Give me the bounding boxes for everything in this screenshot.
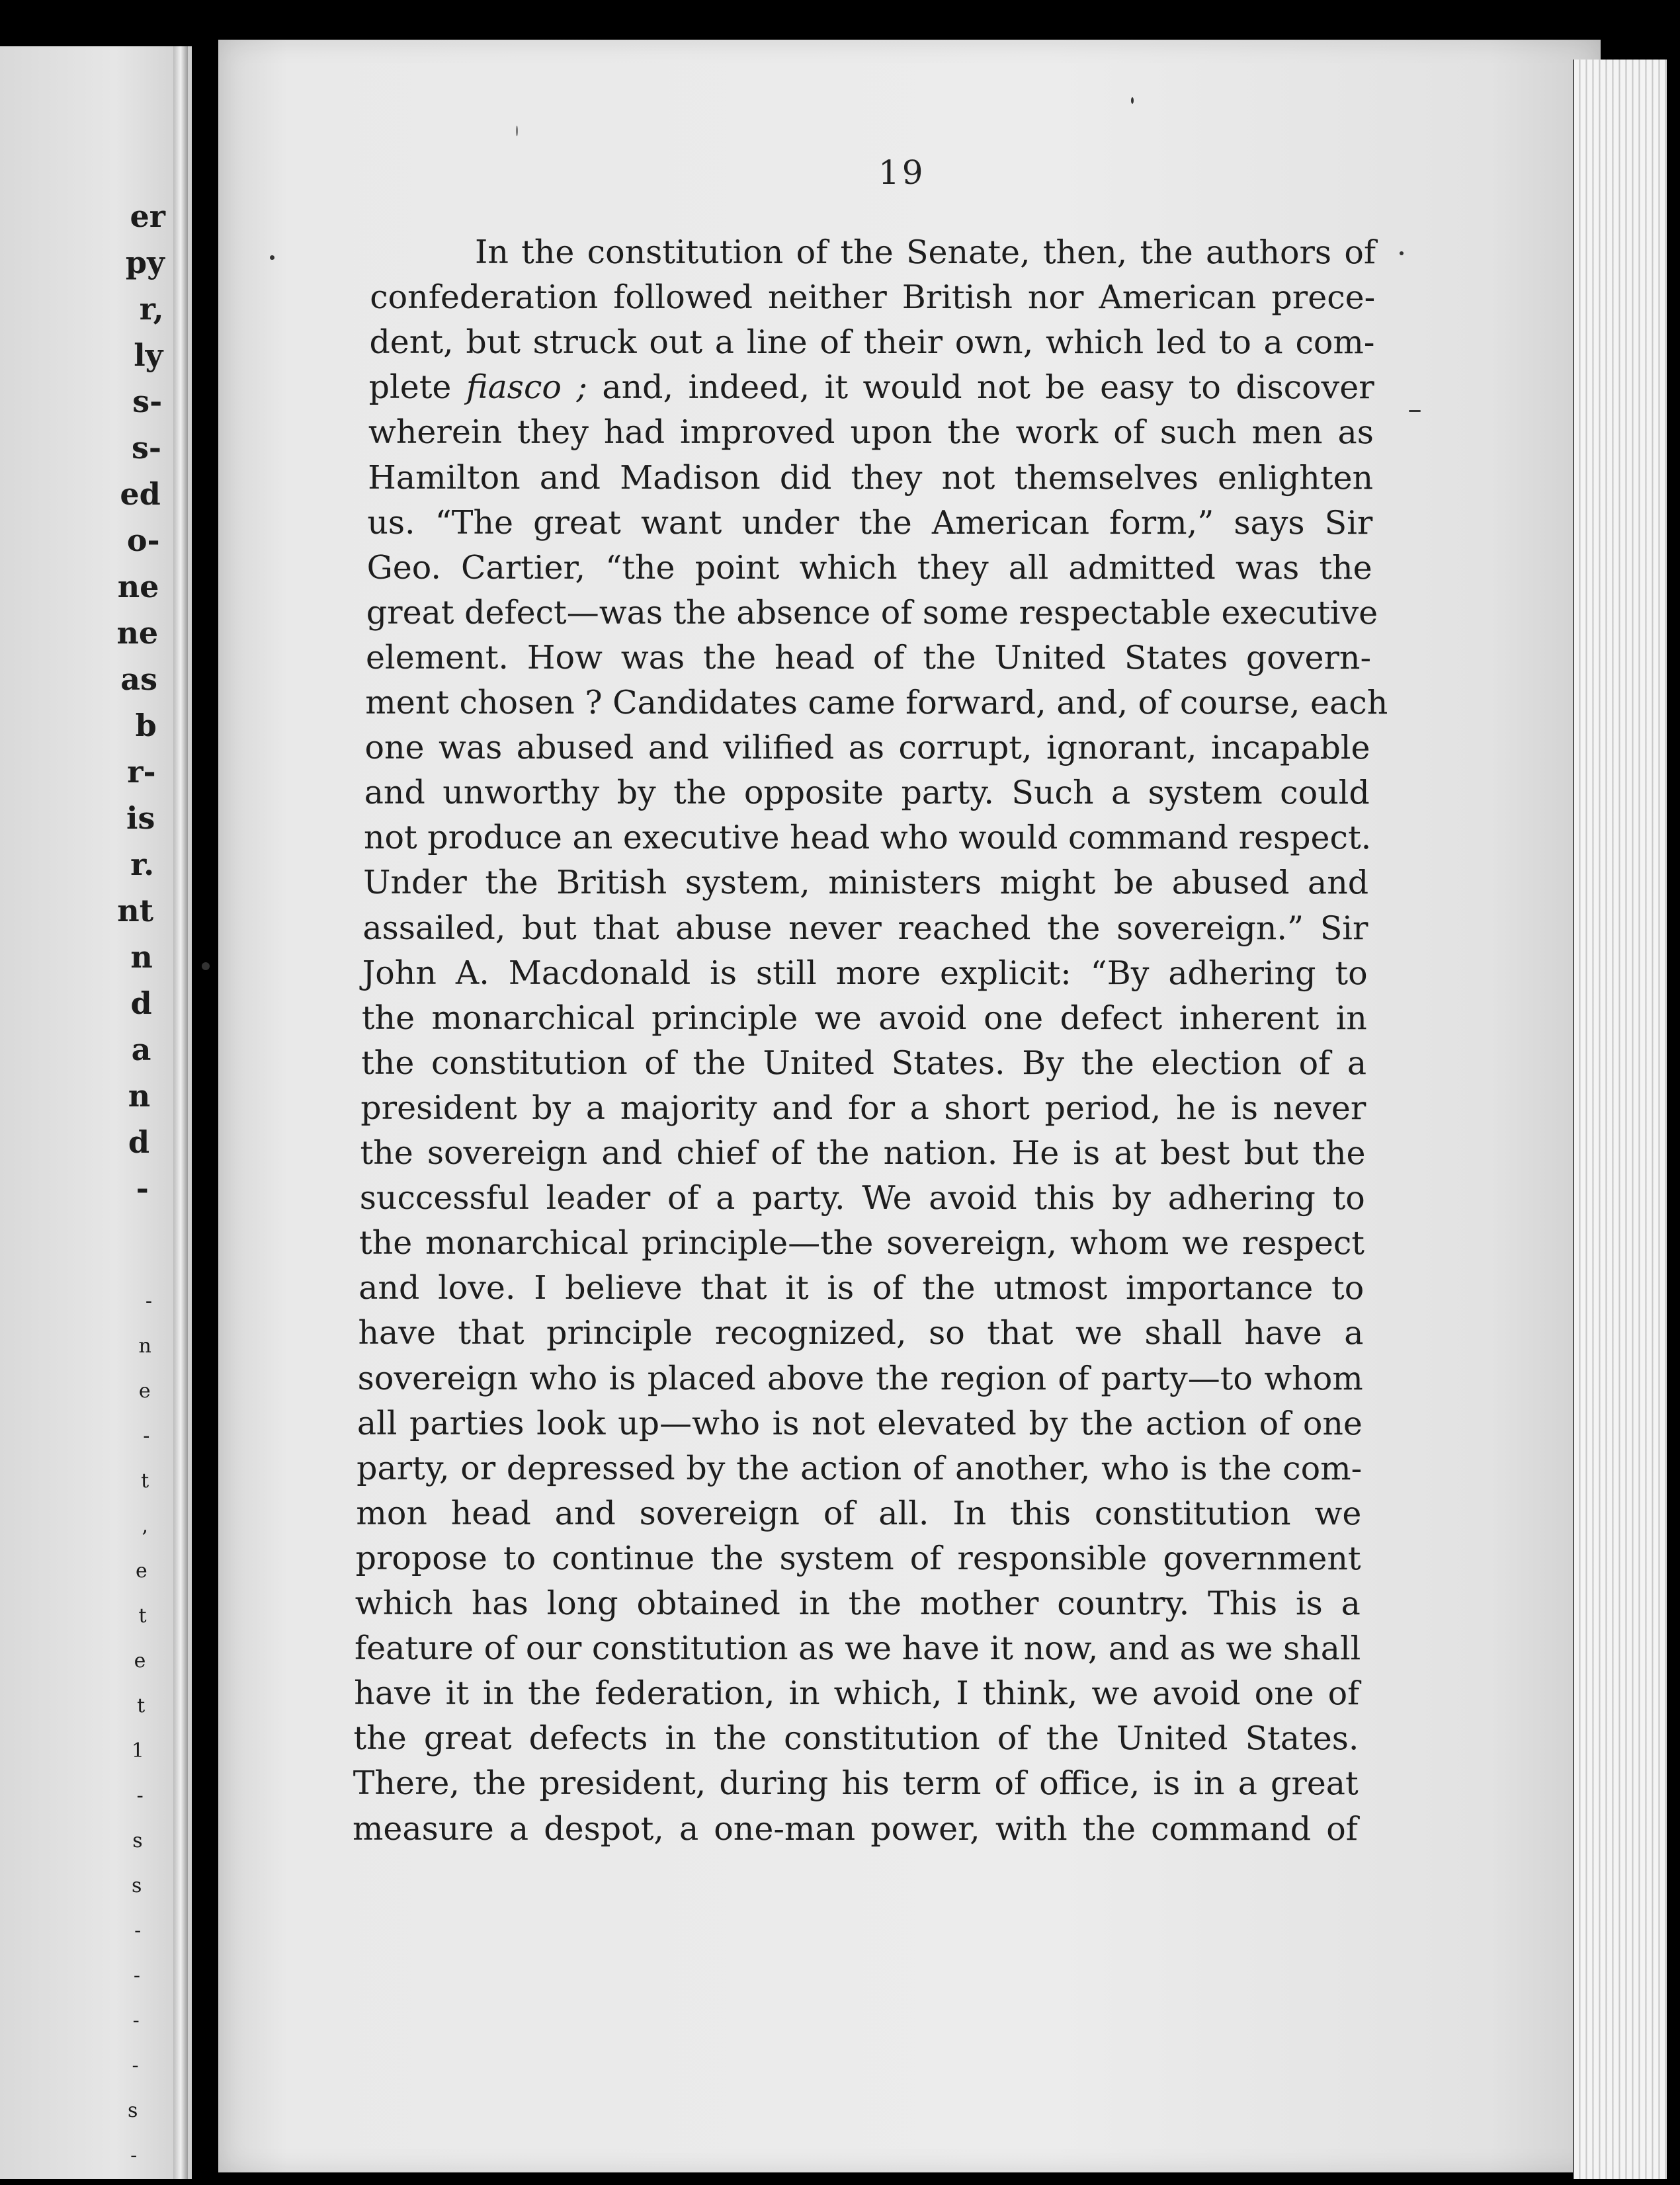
left-page-fragment-text: s (132, 1829, 143, 1852)
text-line: successful leader of a party. We avoid this by adhering to (359, 1178, 1365, 1217)
left-page-fragment-text: - (136, 1784, 144, 1807)
text-line: wherein they had improved upon the work of such men as (368, 413, 1374, 452)
left-page-fragment-text: n (128, 1078, 151, 1114)
left-page-fragment-text: t (141, 1469, 149, 1493)
text-line: confederation followed neither British nor American prece- (370, 278, 1376, 317)
left-page-fragment-text: ed (120, 476, 161, 512)
left-page-fragment-text: py (125, 245, 165, 280)
left-page-fragment-text: , (142, 1514, 148, 1538)
text-line: ment chosen ? Candidates came forward, and, of course, each (365, 683, 1388, 722)
left-page-fragment (0, 46, 192, 2179)
text-line: the sovereign and chief of the nation. He is at best but the (360, 1134, 1366, 1173)
left-page-fragment-text: ne (117, 569, 159, 604)
text-line: There, the president, during his term of office, is in a great (353, 1764, 1359, 1803)
text-line: sovereign who is placed above the region of party—to whom (357, 1359, 1363, 1397)
left-page-fragment-text: n (138, 1335, 151, 1358)
left-page-fragment-text: - (136, 1171, 149, 1206)
text-line: assailed, but that abuse never reached the sovereign.” Sir (362, 909, 1368, 947)
left-page-fragment-text: is (126, 800, 155, 836)
page-number: 19 (878, 153, 926, 192)
left-page-fragment-text: er (130, 198, 165, 234)
text-line: the monarchical principle—the sovereign, whom we respect (358, 1223, 1365, 1262)
left-page-fragment-text: s (132, 1874, 142, 1897)
left-page-fragment-text: ne (116, 615, 159, 651)
left-page-fragment-text: - (145, 1290, 152, 1313)
text-line: the constitution of the United States. By the election of a (361, 1044, 1367, 1083)
text-line: In the constitution of the Senate, then, the authors of (474, 233, 1376, 272)
text-line: and love. I believe that it is of the utmost importance to (358, 1269, 1365, 1307)
left-page-fragment-text: - (143, 1424, 150, 1448)
text-line: Hamilton and Madison did they not themselves enlighten (368, 458, 1374, 497)
text-line: propose to continue the system of responsible government (355, 1539, 1361, 1578)
left-page-fragment-text: - (130, 2144, 138, 2167)
text-line: element. How was the head of the United States govern- (366, 638, 1372, 677)
left-page-fragment-text: - (132, 2009, 140, 2032)
left-page-fragment-text: r, (139, 291, 164, 327)
text-line: and unworthy by the opposite party. Such a system could (364, 773, 1370, 812)
text-line: us. “The great want under the American form,” says Sir (367, 503, 1373, 542)
text-line: mon head and sovereign of all. In this constitution we (356, 1494, 1362, 1533)
text-line: measure a despot, a one-man power, with the command of (352, 1809, 1358, 1848)
scan-speck (1131, 97, 1134, 104)
left-page-fragment-text: nt (117, 893, 153, 928)
text-line: all parties look up—who is not elevated by the action of one (357, 1404, 1363, 1442)
text-line: Under the British system, ministers might be abused and (363, 864, 1369, 902)
text-line: which has long obtained in the mother country. This is a (355, 1584, 1361, 1623)
text-line: plete fiasco ; and, indeed, it would not be easy to discover (368, 368, 1374, 407)
left-page-fragment-text: r. (130, 846, 155, 882)
left-page-fragment-text: s- (132, 384, 163, 419)
scan-speck (1409, 410, 1421, 412)
left-page-fragment-text: a (131, 1032, 151, 1067)
scan-speck (1400, 251, 1404, 255)
left-page-fragment-text: e (134, 1649, 146, 1672)
left-page-fragment-text: o- (126, 522, 160, 558)
left-page-fragment-text: d (130, 985, 152, 1021)
text-line: Geo. Cartier, “the point which they all admitted was the (366, 548, 1372, 587)
text-line: party, or depressed by the action of another, who is the com- (357, 1449, 1363, 1487)
left-page-fragment-text: - (133, 1964, 140, 1987)
scan-speck (202, 962, 210, 970)
left-page-fragment-text: t (137, 1694, 146, 1717)
left-page-edge (173, 46, 188, 2179)
text-line: great defect—was the absence of some respectable executive (366, 593, 1378, 632)
text-line: feature of our constitution as we have it now, and as we shall (355, 1629, 1361, 1668)
text-line: one was abused and vilified as corrupt, ignorant, incapable (364, 728, 1370, 767)
text-line: have that principle recognized, so that we shall have a (358, 1314, 1364, 1352)
left-page-fragment-text: as (120, 661, 157, 697)
text-line: dent, but struck out a line of their own, which led to a com- (369, 323, 1375, 362)
left-page-fragment-text: b (135, 708, 157, 743)
scan-speck (516, 126, 518, 136)
scan-speck (270, 255, 274, 260)
left-page-fragment-text: e (136, 1559, 147, 1583)
text-line: not produce an executive head who would command respect. (363, 819, 1372, 857)
left-page-fragment-text: s- (132, 430, 161, 466)
text-line: the monarchical principle we avoid one defect inherent in (361, 999, 1367, 1037)
left-page-fragment-text: r- (127, 754, 156, 790)
text-line: have it in the federation, in which, I think, we avoid one of (354, 1674, 1360, 1713)
left-page-fragment-text: n (130, 939, 153, 975)
left-page-fragment-text: s (128, 2099, 138, 2122)
left-page-fragment-text: e (138, 1380, 151, 1403)
text-line: John A. Macdonald is still more explicit: “By adhering to (362, 954, 1368, 992)
body-text (352, 230, 1388, 1848)
left-page-fragment-text: ly (134, 337, 163, 373)
text-line: the great defects in the constitution of the United States. (353, 1719, 1359, 1758)
left-page-fragment-text: 1 (131, 1739, 144, 1762)
left-page-fragment-text: - (132, 2054, 139, 2077)
left-page-fragment-text: - (134, 1919, 142, 1942)
text-line: president by a majority and for a short period, he is never (360, 1089, 1366, 1128)
left-page-fragment-text: t (138, 1604, 147, 1628)
page-edges-stack (1574, 60, 1667, 2179)
left-page-fragment-text: d (128, 1124, 149, 1160)
